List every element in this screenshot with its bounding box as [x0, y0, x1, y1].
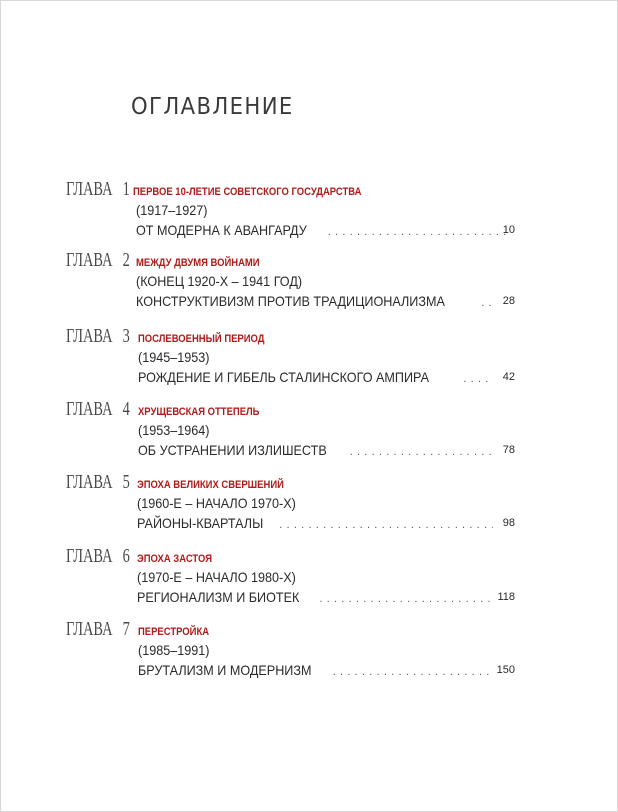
chapter-label — [66, 249, 130, 272]
chapter-title: ПЕРЕСТРОЙКА — [138, 626, 210, 638]
chapter-period: (1960-Е – НАЧАЛО 1970-Х) — [137, 495, 296, 511]
toc-entry-chapter-1[interactable] — [0, 178, 618, 255]
chapter-subtitle-line — [138, 369, 497, 385]
chapter-subtitle-line — [136, 293, 497, 309]
chapter-number: 6 — [122, 545, 130, 567]
chapter-subtitle-line — [137, 515, 497, 531]
chapter-subtitle: ОТ МОДЕРНА К АВАНГАРДУ — [136, 222, 307, 238]
page-number: 10 — [502, 224, 515, 236]
page-title: ОГЛАВЛЕНИЕ — [131, 94, 294, 120]
chapter-subtitle: ОБ УСТРАНЕНИИ ИЗЛИШЕСТВ — [138, 442, 327, 458]
chapter-label — [66, 398, 130, 421]
chapter-number: 4 — [122, 398, 130, 420]
page-number: 42 — [502, 371, 515, 383]
chapter-period: (КОНЕЦ 1920-Х – 1941 ГОД) — [136, 273, 303, 289]
chapter-subtitle: БРУТАЛИЗМ И МОДЕРНИЗМ — [138, 662, 312, 678]
chapter-word: ГЛАВА — [66, 545, 113, 567]
chapter-label — [66, 471, 130, 494]
chapter-number: 5 — [122, 471, 130, 493]
chapter-number: 7 — [122, 618, 130, 640]
chapter-number: 2 — [122, 249, 130, 271]
page-number: 78 — [502, 444, 515, 456]
page-number: 150 — [496, 664, 515, 676]
dot-leader — [350, 446, 493, 458]
toc-entry-chapter-6[interactable] — [0, 545, 618, 622]
chapter-word: ГЛАВА — [66, 471, 113, 493]
chapter-subtitle-line — [138, 442, 497, 458]
dot-leader — [279, 519, 493, 531]
chapter-title: ЭПОХА ВЕЛИКИХ СВЕРШЕНИЙ — [137, 479, 284, 491]
page-number: 28 — [502, 295, 515, 307]
page-number: 98 — [502, 517, 515, 529]
chapter-title: ХРУЩЕВСКАЯ ОТТЕПЕЛЬ — [138, 406, 260, 418]
toc-entry-chapter-2[interactable] — [0, 249, 618, 326]
chapter-number: 1 — [122, 178, 130, 200]
chapter-period: (1953–1964) — [138, 422, 210, 438]
chapter-subtitle: РОЖДЕНИЕ И ГИБЕЛЬ СТАЛИНСКОГО АМПИРА — [138, 369, 429, 385]
chapter-period: (1945–1953) — [138, 349, 210, 365]
dot-leader — [333, 666, 490, 678]
chapter-title: ПЕРВОЕ 10-ЛЕТИЕ СОВЕТСКОГО ГОСУДАРСТВА — [133, 186, 362, 198]
chapter-label — [66, 618, 130, 641]
chapter-subtitle: РАЙОНЫ-КВАРТАЛЫ — [137, 515, 264, 531]
chapter-subtitle: РЕГИОНАЛИЗМ И БИОТЕК — [137, 589, 300, 605]
chapter-label — [66, 545, 130, 568]
chapter-subtitle: КОНСТРУКТИВИЗМ ПРОТИВ ТРАДИЦИОНАЛИЗМА — [136, 293, 445, 309]
dot-leader — [319, 593, 490, 605]
page-number: 118 — [497, 591, 515, 603]
chapter-word: ГЛАВА — [66, 618, 113, 640]
chapter-label — [66, 178, 130, 201]
chapter-period: (1970-Е – НАЧАЛО 1980-Х) — [137, 569, 296, 585]
dot-leader — [328, 226, 511, 238]
chapter-subtitle-line — [137, 589, 494, 605]
chapter-period: (1985–1991) — [138, 642, 210, 658]
toc-entry-chapter-3[interactable] — [0, 325, 618, 402]
dot-leader — [463, 373, 493, 385]
chapter-number: 3 — [122, 325, 130, 347]
chapter-period: (1917–1927) — [136, 202, 208, 218]
chapter-word: ГЛАВА — [66, 325, 113, 347]
chapter-title: ПОСЛЕВОЕННЫЙ ПЕРИОД — [138, 333, 265, 345]
dot-leader — [481, 297, 493, 309]
chapter-word: ГЛАВА — [66, 398, 113, 420]
chapter-word: ГЛАВА — [66, 178, 113, 200]
chapter-subtitle-line — [136, 222, 515, 238]
chapter-label — [66, 325, 130, 348]
toc-entry-chapter-4[interactable] — [0, 398, 618, 475]
chapter-subtitle-line — [138, 662, 494, 678]
chapter-title: МЕЖДУ ДВУМЯ ВОЙНАМИ — [136, 257, 260, 269]
toc-entry-chapter-5[interactable] — [0, 471, 618, 548]
toc-entry-chapter-7[interactable] — [0, 618, 618, 695]
chapter-title: ЭПОХА ЗАСТОЯ — [137, 553, 212, 565]
chapter-word: ГЛАВА — [66, 249, 113, 271]
